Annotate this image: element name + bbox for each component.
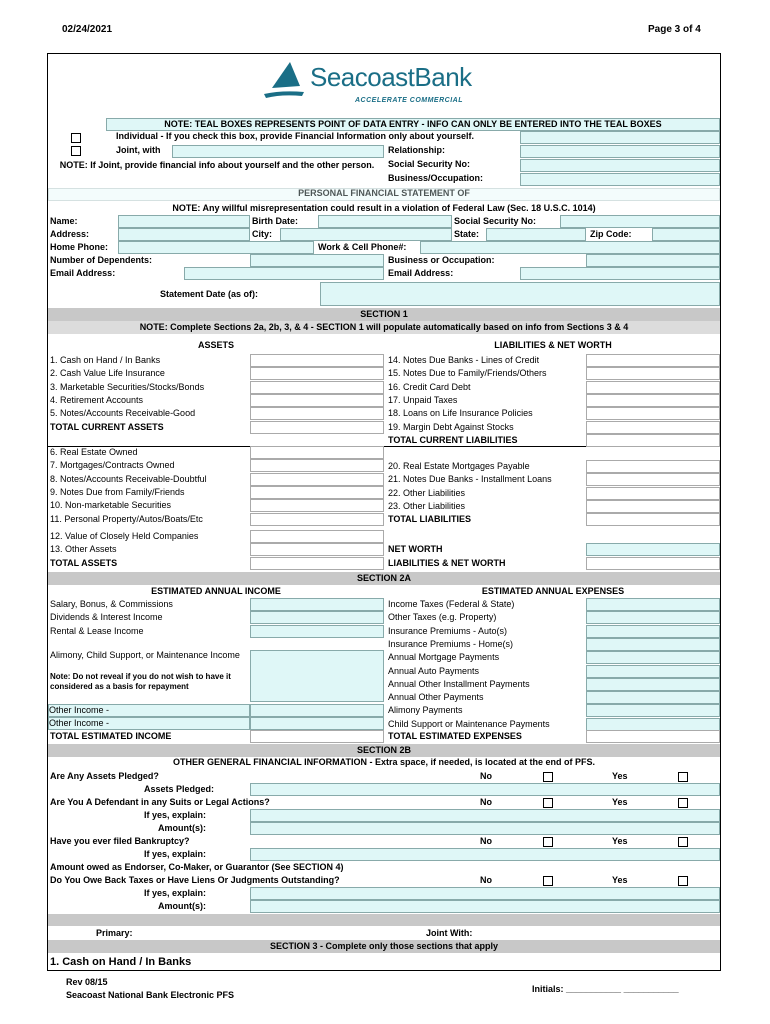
liability-1-label: 15. Notes Due to Family/Friends/Others [388,368,547,379]
total-income-field [250,730,384,743]
asset3-1-label: 13. Other Assets [50,544,117,555]
yes-label-0: Yes [612,771,628,781]
assets-pledged-field[interactable] [250,783,720,796]
joint-label: Joint, with [116,145,161,155]
individual-label: Individual - If you check this box, provide Financial Information only about yourself. [116,131,475,141]
ssn2-field[interactable] [560,215,720,228]
logo-wordmark: SeacoastBank [310,62,472,92]
birth-date-label: Birth Date: [252,216,299,226]
no-checkbox-0[interactable] [543,772,553,782]
other-income-1-label-field[interactable]: Other Income - [48,704,250,717]
liability-4-field [586,407,720,420]
ssn2-label: Social Security No: [454,216,537,226]
other-income-2-field[interactable] [250,717,384,730]
ssn-label: Social Security No: [388,159,471,169]
assets-header: ASSETS [197,340,234,350]
footer-name: Seacoast National Bank Electronic PFS [66,990,235,1000]
asset-5-field [250,421,384,434]
liabilities-header: LIABILITIES & NET WORTH [494,340,612,350]
dependents-label: Number of Dependents: [50,255,153,265]
individual-checkbox[interactable] [71,133,81,143]
joint-checkbox[interactable] [71,146,81,156]
joint-note: NOTE: If Joint, provide financial info about yourself and the other person. [59,160,375,170]
liability2-1-label: 21. Notes Due Banks - Installment Loans [388,474,552,485]
birth-date-field[interactable] [318,215,452,228]
asset-5-label: TOTAL CURRENT ASSETS [50,421,164,432]
assets-pledged-label: Assets Pledged: [144,784,215,794]
asset-2-label: 3. Marketable Securities/Stocks/Bonds [50,381,205,392]
liability2-0-field [586,460,720,473]
asset3-2-label: TOTAL ASSETS [50,557,118,568]
pfs-name-field[interactable] [48,188,720,201]
expense-8-label: Alimony Payments [388,705,463,716]
home-phone-field[interactable] [118,241,314,254]
no-checkbox-3[interactable] [543,876,553,886]
defendant-amount-label: Amount(s): [158,823,206,833]
liability-1-field [586,367,720,380]
business-occupation-label: Business/Occupation: [388,173,484,183]
asset2-4-field [250,499,384,512]
asset-1-field [250,367,384,380]
no-checkbox-2[interactable] [543,837,553,847]
joint-name-field[interactable] [172,145,384,158]
q-back-taxes: Do You Owe Back Taxes or Have Liens Or Judgments Outstanding? [50,875,340,885]
income-1-field[interactable] [250,611,384,624]
q-defendant: Are You A Defendant in any Suits or Legal Actions? [50,797,270,807]
liability2-3-label: 23. Other Liabilities [388,500,466,511]
liability-0-field [586,354,720,367]
name-label: Name: [50,216,78,226]
yes-checkbox-3[interactable] [678,876,688,886]
asset2-2-field [250,473,384,486]
expense-5-label: Annual Auto Payments [388,665,480,676]
asset2-0-field [250,446,384,459]
no-label-0: No [480,771,492,781]
section1-note: NOTE: Complete Sections 2a, 2b, 3, & 4 - SECTION 1 will populate automatically based on info from Sections 3 & 4 [48,321,720,334]
joint-with-label: Joint With: [426,928,473,938]
expense-3-field[interactable] [586,638,720,651]
expense-4-field[interactable] [586,651,720,664]
expense-5-field[interactable] [586,665,720,678]
income-header: ESTIMATED ANNUAL INCOME [151,586,281,596]
expense-7-field[interactable] [586,691,720,704]
section2b-title: SECTION 2B [48,744,720,757]
liability-6-label: TOTAL CURRENT LIABILITIES [388,434,518,445]
expense-9-field[interactable] [586,718,720,731]
state-field[interactable] [486,228,586,241]
liability-2-label: 16. Credit Card Debt [388,381,471,392]
dependents-field[interactable] [250,254,384,267]
ssn-field[interactable] [520,159,720,172]
alimony-field[interactable] [250,650,384,702]
expense-7-label: Annual Other Payments [388,692,484,703]
business-field[interactable] [586,254,720,267]
expense-2-label: Insurance Premiums - Auto(s) [388,625,508,636]
alimony-label: Alimony, Child Support, or Maintenance Income [50,650,240,660]
expense-6-label: Annual Other Installment Payments [388,678,530,689]
city-field[interactable] [280,228,452,241]
section2a-title: SECTION 2A [48,572,720,585]
income-0-label: Salary, Bonus, & Commissions [50,599,173,609]
expense-header: ESTIMATED ANNUAL EXPENSES [481,586,625,596]
address-label: Address: [50,229,90,239]
liab-net-field [586,557,720,570]
income-1-label: Dividends & Interest Income [50,612,163,623]
email2-field[interactable] [520,267,720,280]
taxes-amount-label: Amount(s): [158,901,206,911]
expense-4-label: Annual Mortgage Payments [388,652,500,663]
asset3-0-label: 12. Value of Closely Held Companies [50,531,199,541]
bankruptcy-explain-label: If yes, explain: [144,849,207,859]
asset2-3-label: 9. Notes Due from Family/Friends [50,486,185,497]
work-phone-label: Work & Cell Phone#: [318,242,407,252]
income-2-label: Rental & Lease Income [50,625,144,636]
individual-field[interactable] [520,131,720,144]
asset-3-label: 4. Retirement Accounts [50,394,144,405]
asset2-0-label: 6. Real Estate Owned [50,447,138,457]
footer-initials: Initials: ___________ ___________ [532,984,679,994]
defendant-explain-label: If yes, explain: [144,810,207,820]
no-label-1: No [480,797,492,807]
asset3-1-field [250,543,384,556]
seacoast-logo [260,56,480,112]
other-income-1-field[interactable] [250,704,384,717]
footer-rev: Rev 08/15 [66,977,108,987]
asset3-2-field [250,557,384,570]
liability2-2-label: 22. Other Liabilities [388,487,466,498]
q-bankruptcy: Have you ever filed Bankruptcy? [50,836,190,846]
asset2-5-field [250,513,384,526]
total-expenses-label: TOTAL ESTIMATED EXPENSES [388,731,522,741]
asset2-4-label: 10. Non-marketable Securities [50,500,172,511]
pfs-title: PERSONAL FINANCIAL STATEMENT OF [298,188,470,198]
teal-note: NOTE: TEAL BOXES REPRESENTS POINT OF DATA ENTRY - INFO CAN ONLY BE ENTERED INTO THE TEAL BOXES [106,118,720,131]
willful-note: NOTE: Any willful misrepresentation could result in a violation of Federal Law (Sec. 18 U.S.C. 1014) [172,203,596,213]
liability-3-label: 17. Unpaid Taxes [388,394,458,405]
total-income-label: TOTAL ESTIMATED INCOME [50,731,172,741]
email2-label: Email Address: [388,268,454,278]
liability2-4-label: TOTAL LIABILITIES [388,514,471,525]
q-assets-pledged: Are Any Assets Pledged? [50,771,159,781]
expense-3-label: Insurance Premiums - Home(s) [388,638,514,649]
liability-3-field [586,394,720,407]
yes-checkbox-1[interactable] [678,798,688,808]
zip-field[interactable] [652,228,720,241]
page-date: 02/24/2021 [62,24,113,35]
liability-0-label: 14. Notes Due Banks - Lines of Credit [388,355,540,365]
expense-9-label: Child Support or Maintenance Payments [388,718,550,729]
q-endorser: Amount owed as Endorser, Co-Maker, or Guarantor (See SECTION 4) [50,862,344,872]
expense-0-field[interactable] [586,598,720,611]
liability-5-label: 19. Margin Debt Against Stocks [388,421,514,432]
no-label-2: No [480,836,492,846]
yes-label-1: Yes [612,797,628,807]
liability2-4-field [586,513,720,526]
taxes-explain-label: If yes, explain: [144,888,207,898]
liability2-3-field [586,500,720,513]
net-worth-label: NET WORTH [388,544,443,554]
asset-2-field [250,381,384,394]
asset-4-label: 5. Notes/Accounts Receivable-Good [50,408,196,419]
city-label: City: [252,229,272,239]
sail-logo-icon [260,60,306,102]
asset-0-label: 1. Cash on Hand / In Banks [50,355,161,365]
asset2-5-label: 11. Personal Property/Autos/Boats/Etc [50,513,203,524]
yes-checkbox-2[interactable] [678,837,688,847]
liability-5-field [586,421,720,434]
asset3-0-field [250,530,384,543]
yes-label-2: Yes [612,836,628,846]
no-checkbox-1[interactable] [543,798,553,808]
taxes-amount-field[interactable] [250,900,720,913]
expense-8-field[interactable] [586,704,720,717]
no-label-3: No [480,875,492,885]
email-field[interactable] [184,267,384,280]
asset-3-field [250,394,384,407]
cash-heading: 1. Cash on Hand / In Banks [50,956,192,968]
liability2-2-field [586,487,720,500]
address-field[interactable] [118,228,250,241]
asset2-1-label: 7. Mortgages/Contracts Owned [50,460,175,471]
expense-0-label: Income Taxes (Federal & State) [388,599,515,609]
asset2-1-field [250,459,384,472]
liability-6-field [586,434,720,447]
section1-title: SECTION 1 [48,308,720,321]
asset-1-label: 2. Cash Value Life Insurance [50,368,165,379]
asset-0-field [250,354,384,367]
logo-tagline: ACCELERATE COMMERCIAL [355,97,463,104]
liability-2-field [586,381,720,394]
expense-1-field[interactable] [586,611,720,624]
work-phone-field[interactable] [420,241,720,254]
relationship-label: Relationship: [388,145,446,155]
liab-net-label: LIABILITIES & NET WORTH [388,558,506,568]
primary-label: Primary: [96,928,133,938]
statement-date-label: Statement Date (as of): [160,289,259,299]
expense-2-field[interactable] [586,625,720,638]
name-field[interactable] [118,215,250,228]
defendant-amount-field[interactable] [250,822,720,835]
business-label: Business or Occupation: [388,255,495,265]
income-2-field[interactable] [250,625,384,638]
page-number: Page 3 of 4 [648,24,701,35]
other-income-2-label-field[interactable]: Other Income - [48,717,250,730]
state-label: State: [454,229,480,239]
section2b-note: OTHER GENERAL FINANCIAL INFORMATION - Extra space, if needed, is located at the end of PFS. [172,757,596,767]
zip-label: Zip Code: [590,229,632,239]
asset2-2-label: 8. Notes/Accounts Receivable-Doubtful [50,473,207,484]
home-phone-label: Home Phone: [50,242,109,252]
yes-checkbox-0[interactable] [678,772,688,782]
statement-date-field[interactable] [320,282,720,306]
liability-4-label: 18. Loans on Life Insurance Policies [388,408,533,419]
business-occupation-field[interactable] [520,173,720,186]
expense-1-label: Other Taxes (e.g. Property) [388,612,497,623]
relationship-field[interactable] [520,145,720,158]
yes-label-3: Yes [612,875,628,885]
asset2-3-field [250,486,384,499]
bankruptcy-explain-field[interactable] [250,848,720,861]
total-expenses-field [586,730,720,743]
income-0-field[interactable] [250,598,384,611]
section3-title: SECTION 3 - Complete only those sections that apply [48,940,720,953]
expense-6-field[interactable] [586,678,720,691]
asset-4-field [250,407,384,420]
liability2-0-label: 20. Real Estate Mortgages Payable [388,461,530,471]
taxes-explain-field[interactable] [250,887,720,900]
net-worth-field[interactable] [586,543,720,556]
email-label: Email Address: [50,268,116,278]
alimony-note: Note: Do not reveal if you do not wish to have it considered as a basis for repayment [50,672,231,691]
defendant-explain-field[interactable] [250,809,720,822]
liability2-1-field [586,473,720,486]
